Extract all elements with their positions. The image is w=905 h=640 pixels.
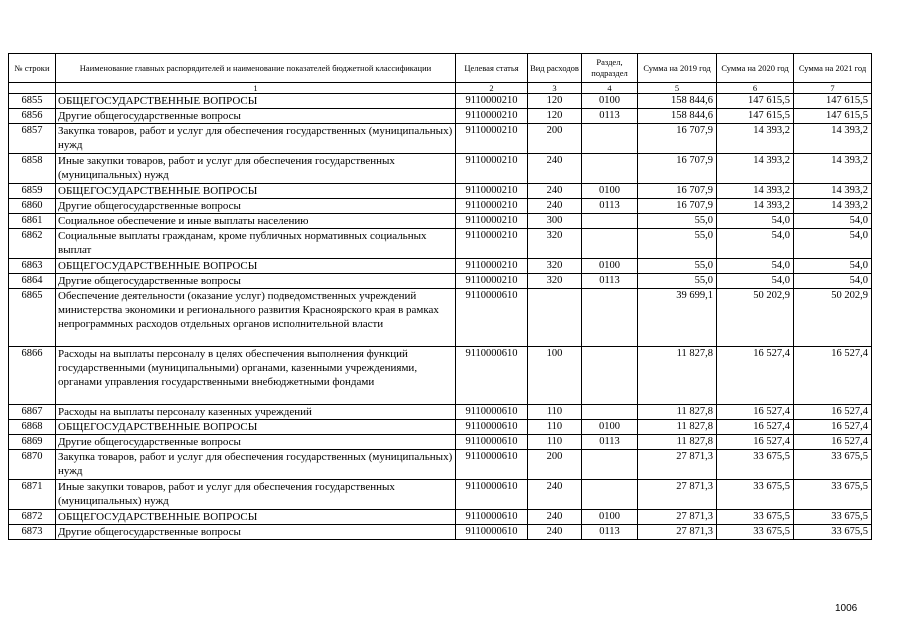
sum-2020: 16 527,4 xyxy=(717,347,794,405)
sum-2020: 14 393,2 xyxy=(717,199,794,214)
row-name: Другие общегосударственные вопросы xyxy=(56,109,456,124)
target-article: 9110000610 xyxy=(456,405,528,420)
row-name: Социальные выплаты гражданам, кроме публичных нормативных социальных выплат xyxy=(56,229,456,259)
header-section: Раздел, подраздел xyxy=(582,54,638,83)
section-code xyxy=(582,124,638,154)
expense-type: 320 xyxy=(528,229,582,259)
target-article: 9110000610 xyxy=(456,435,528,450)
expense-type: 110 xyxy=(528,405,582,420)
table-row xyxy=(9,405,872,420)
sum-2020: 33 675,5 xyxy=(717,450,794,480)
expense-type: 320 xyxy=(528,274,582,289)
row-name: Закупка товаров, работ и услуг для обеспечения государственных (муниципальных) нужд xyxy=(56,450,456,480)
column-number: 4 xyxy=(582,83,638,94)
sum-2019: 16 707,9 xyxy=(638,184,717,199)
section-code: 0113 xyxy=(582,109,638,124)
sum-2020: 50 202,9 xyxy=(717,289,794,347)
sum-2020: 33 675,5 xyxy=(717,525,794,540)
target-article: 9110000610 xyxy=(456,420,528,435)
row-name: ОБЩЕГОСУДАРСТВЕННЫЕ ВОПРОСЫ xyxy=(56,420,456,435)
sum-2021: 147 615,5 xyxy=(794,94,872,109)
budget-table xyxy=(8,53,872,540)
row-number: 6870 xyxy=(9,450,56,480)
section-code: 0113 xyxy=(582,525,638,540)
row-number: 6856 xyxy=(9,109,56,124)
column-number xyxy=(9,83,56,94)
section-code xyxy=(582,229,638,259)
row-name: ОБЩЕГОСУДАРСТВЕННЫЕ ВОПРОСЫ xyxy=(56,259,456,274)
expense-type: 240 xyxy=(528,480,582,510)
sum-2021: 54,0 xyxy=(794,259,872,274)
row-number: 6862 xyxy=(9,229,56,259)
table-row xyxy=(9,229,872,259)
column-number-row xyxy=(9,83,872,94)
expense-type xyxy=(528,289,582,347)
section-code xyxy=(582,450,638,480)
header-expense-type: Вид расходов xyxy=(528,54,582,83)
expense-type: 320 xyxy=(528,259,582,274)
page-number: 1006 xyxy=(835,603,858,614)
column-number: 2 xyxy=(456,83,528,94)
expense-type: 240 xyxy=(528,154,582,184)
row-number: 6872 xyxy=(9,510,56,525)
row-number: 6871 xyxy=(9,480,56,510)
sum-2020: 16 527,4 xyxy=(717,405,794,420)
sum-2020: 14 393,2 xyxy=(717,154,794,184)
target-article: 9110000610 xyxy=(456,510,528,525)
sum-2020: 33 675,5 xyxy=(717,480,794,510)
sum-2021: 14 393,2 xyxy=(794,124,872,154)
row-number: 6864 xyxy=(9,274,56,289)
sum-2019: 11 827,8 xyxy=(638,420,717,435)
sum-2021: 54,0 xyxy=(794,214,872,229)
sum-2019: 55,0 xyxy=(638,229,717,259)
target-article: 9110000210 xyxy=(456,184,528,199)
table-row xyxy=(9,450,872,480)
section-code: 0113 xyxy=(582,274,638,289)
section-code: 0100 xyxy=(582,420,638,435)
sum-2021: 14 393,2 xyxy=(794,199,872,214)
sum-2020: 54,0 xyxy=(717,259,794,274)
sum-2019: 16 707,9 xyxy=(638,124,717,154)
row-number: 6873 xyxy=(9,525,56,540)
table-row xyxy=(9,274,872,289)
table-row xyxy=(9,199,872,214)
expense-type: 100 xyxy=(528,347,582,405)
sum-2019: 27 871,3 xyxy=(638,450,717,480)
section-code: 0100 xyxy=(582,510,638,525)
target-article: 9110000610 xyxy=(456,347,528,405)
section-code xyxy=(582,347,638,405)
row-number: 6866 xyxy=(9,347,56,405)
column-number: 6 xyxy=(717,83,794,94)
target-article: 9110000610 xyxy=(456,525,528,540)
header-sum-2019: Сумма на 2019 год xyxy=(638,54,717,83)
sum-2019: 55,0 xyxy=(638,274,717,289)
expense-type: 240 xyxy=(528,184,582,199)
sum-2020: 14 393,2 xyxy=(717,124,794,154)
section-code: 0100 xyxy=(582,184,638,199)
target-article: 9110000210 xyxy=(456,259,528,274)
row-name: Иные закупки товаров, работ и услуг для обеспечения государственных (муниципальных) нужд xyxy=(56,480,456,510)
expense-type: 110 xyxy=(528,420,582,435)
section-code: 0100 xyxy=(582,259,638,274)
row-number: 6865 xyxy=(9,289,56,347)
expense-type: 120 xyxy=(528,109,582,124)
target-article: 9110000210 xyxy=(456,94,528,109)
sum-2021: 33 675,5 xyxy=(794,450,872,480)
sum-2019: 158 844,6 xyxy=(638,94,717,109)
row-number: 6859 xyxy=(9,184,56,199)
sum-2021: 33 675,5 xyxy=(794,510,872,525)
row-name: Расходы на выплаты персоналу в целях обеспечения выполнения функций государственными (муниципальными) органами, казенными учреждениями, органами управления государственными внебюджетными фондами xyxy=(56,347,456,405)
header-target-article: Целевая статья xyxy=(456,54,528,83)
sum-2021: 16 527,4 xyxy=(794,435,872,450)
row-number: 6857 xyxy=(9,124,56,154)
row-name: Другие общегосударственные вопросы xyxy=(56,274,456,289)
sum-2021: 33 675,5 xyxy=(794,525,872,540)
sum-2019: 16 707,9 xyxy=(638,199,717,214)
row-number: 6860 xyxy=(9,199,56,214)
sum-2021: 54,0 xyxy=(794,274,872,289)
sum-2021: 16 527,4 xyxy=(794,405,872,420)
column-number: 5 xyxy=(638,83,717,94)
row-number: 6869 xyxy=(9,435,56,450)
sum-2020: 14 393,2 xyxy=(717,184,794,199)
sum-2019: 158 844,6 xyxy=(638,109,717,124)
sum-2019: 16 707,9 xyxy=(638,154,717,184)
table-row xyxy=(9,435,872,450)
section-code: 0113 xyxy=(582,199,638,214)
expense-type: 300 xyxy=(528,214,582,229)
sum-2020: 16 527,4 xyxy=(717,420,794,435)
column-number: 3 xyxy=(528,83,582,94)
row-name: Закупка товаров, работ и услуг для обеспечения государственных (муниципальных) нужд xyxy=(56,124,456,154)
table-row xyxy=(9,289,872,347)
table-row xyxy=(9,124,872,154)
table-row xyxy=(9,154,872,184)
section-code: 0113 xyxy=(582,435,638,450)
sum-2019: 27 871,3 xyxy=(638,480,717,510)
header-sum-2020: Сумма на 2020 год xyxy=(717,54,794,83)
sum-2020: 54,0 xyxy=(717,274,794,289)
table-body xyxy=(9,94,872,540)
target-article: 9110000210 xyxy=(456,214,528,229)
section-code xyxy=(582,289,638,347)
section-code xyxy=(582,405,638,420)
expense-type: 240 xyxy=(528,510,582,525)
expense-type: 240 xyxy=(528,199,582,214)
sum-2020: 54,0 xyxy=(717,229,794,259)
column-number: 7 xyxy=(794,83,872,94)
section-code xyxy=(582,214,638,229)
row-number: 6861 xyxy=(9,214,56,229)
sum-2019: 55,0 xyxy=(638,259,717,274)
sum-2019: 11 827,8 xyxy=(638,435,717,450)
target-article: 9110000210 xyxy=(456,199,528,214)
row-name: Иные закупки товаров, работ и услуг для обеспечения государственных (муниципальных) нужд xyxy=(56,154,456,184)
sum-2021: 50 202,9 xyxy=(794,289,872,347)
target-article: 9110000210 xyxy=(456,109,528,124)
section-code: 0100 xyxy=(582,94,638,109)
table-row xyxy=(9,184,872,199)
row-name: Другие общегосударственные вопросы xyxy=(56,525,456,540)
table-row xyxy=(9,109,872,124)
row-name: Другие общегосударственные вопросы xyxy=(56,435,456,450)
table-row xyxy=(9,347,872,405)
row-number: 6868 xyxy=(9,420,56,435)
sum-2020: 147 615,5 xyxy=(717,94,794,109)
header-row-number: № строки xyxy=(9,54,56,83)
target-article: 9110000210 xyxy=(456,154,528,184)
row-number: 6867 xyxy=(9,405,56,420)
row-name: ОБЩЕГОСУДАРСТВЕННЫЕ ВОПРОСЫ xyxy=(56,510,456,525)
sum-2019: 55,0 xyxy=(638,214,717,229)
expense-type: 240 xyxy=(528,525,582,540)
header-name: Наименование главных распорядителей и наименование показателей бюджетной классификации xyxy=(56,54,456,83)
sum-2021: 14 393,2 xyxy=(794,154,872,184)
target-article: 9110000210 xyxy=(456,124,528,154)
table-row xyxy=(9,525,872,540)
sum-2020: 54,0 xyxy=(717,214,794,229)
sum-2021: 16 527,4 xyxy=(794,347,872,405)
expense-type: 200 xyxy=(528,450,582,480)
row-number: 6858 xyxy=(9,154,56,184)
sum-2020: 147 615,5 xyxy=(717,109,794,124)
row-name: ОБЩЕГОСУДАРСТВЕННЫЕ ВОПРОСЫ xyxy=(56,94,456,109)
row-name: Расходы на выплаты персоналу казенных учреждений xyxy=(56,405,456,420)
expense-type: 200 xyxy=(528,124,582,154)
expense-type: 120 xyxy=(528,94,582,109)
row-name: ОБЩЕГОСУДАРСТВЕННЫЕ ВОПРОСЫ xyxy=(56,184,456,199)
sum-2021: 33 675,5 xyxy=(794,480,872,510)
row-name: Обеспечение деятельности (оказание услуг) подведомственных учреждений министерства экономики и регионального развития Красноярского края в рамках непрограммных расходов отдельных органов исполнительной власти xyxy=(56,289,456,347)
table-row xyxy=(9,480,872,510)
row-number: 6855 xyxy=(9,94,56,109)
header-sum-2021: Сумма на 2021 год xyxy=(794,54,872,83)
sum-2020: 33 675,5 xyxy=(717,510,794,525)
target-article: 9110000210 xyxy=(456,274,528,289)
sum-2019: 11 827,8 xyxy=(638,347,717,405)
target-article: 9110000610 xyxy=(456,450,528,480)
target-article: 9110000610 xyxy=(456,289,528,347)
table-row xyxy=(9,420,872,435)
sum-2021: 16 527,4 xyxy=(794,420,872,435)
row-number: 6863 xyxy=(9,259,56,274)
sum-2019: 11 827,8 xyxy=(638,405,717,420)
section-code xyxy=(582,480,638,510)
table-row xyxy=(9,214,872,229)
section-code xyxy=(582,154,638,184)
column-number: 1 xyxy=(56,83,456,94)
header-row xyxy=(9,54,872,83)
table-row xyxy=(9,94,872,109)
sum-2019: 39 699,1 xyxy=(638,289,717,347)
sum-2019: 27 871,3 xyxy=(638,510,717,525)
expense-type: 110 xyxy=(528,435,582,450)
row-name: Социальное обеспечение и иные выплаты населению xyxy=(56,214,456,229)
sum-2019: 27 871,3 xyxy=(638,525,717,540)
target-article: 9110000610 xyxy=(456,480,528,510)
sum-2021: 14 393,2 xyxy=(794,184,872,199)
sum-2021: 54,0 xyxy=(794,229,872,259)
target-article: 9110000210 xyxy=(456,229,528,259)
table-row xyxy=(9,510,872,525)
sum-2020: 16 527,4 xyxy=(717,435,794,450)
row-name: Другие общегосударственные вопросы xyxy=(56,199,456,214)
table-row xyxy=(9,259,872,274)
sum-2021: 147 615,5 xyxy=(794,109,872,124)
